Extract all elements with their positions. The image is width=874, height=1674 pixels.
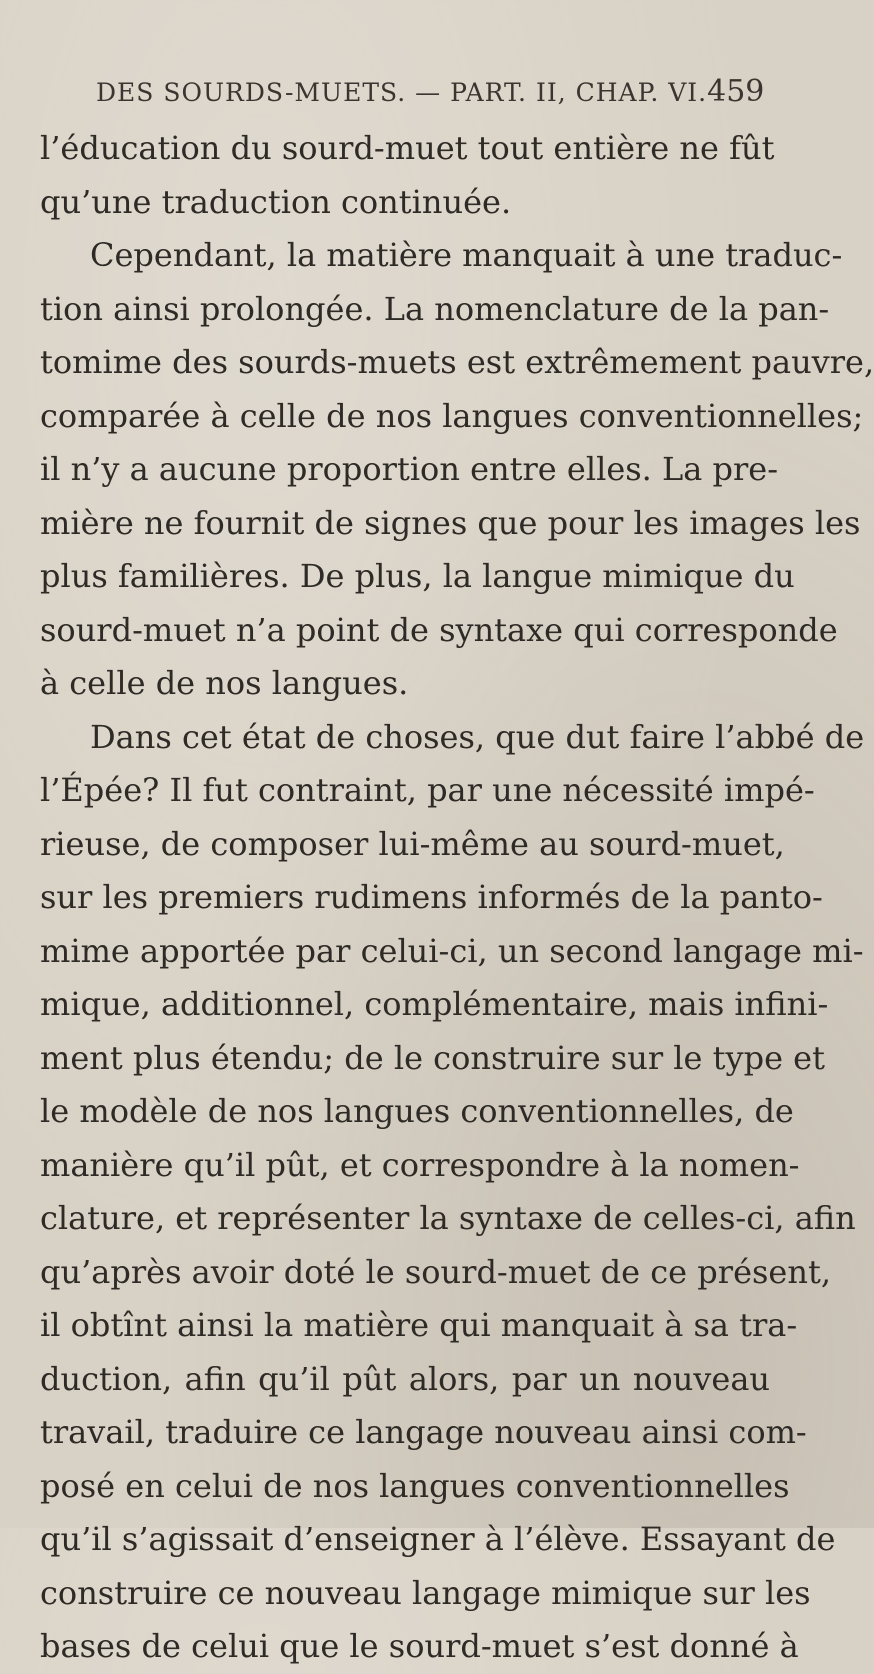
text-line: le modèle de nos langues conventionnelles, de (40, 1092, 794, 1130)
text-line: qu’il s’agissait d’enseigner à l’élève. Essayant de (40, 1520, 836, 1558)
text-line: mière ne fournit de signes que pour les images les (40, 503, 861, 542)
text-line: mique, additionnel, complémentaire, mais infini- (40, 985, 829, 1023)
page-number: 459 (707, 74, 765, 109)
text-line: sur les premiers rudimens informés de la panto- (40, 878, 823, 916)
text-line: tomime des sourds-muets est extrêmement pauvre, (40, 343, 874, 381)
text-line: manière qu’il pût, et correspondre à la nomen- (40, 1145, 800, 1184)
text-line: comparée à celle de nos langues conventionnelles; (40, 396, 864, 435)
running-title: DES SOURDS-MUETS. — PART. II, CHAP. VI. (96, 78, 708, 107)
text-line: construire ce nouveau langage mimique sur les (40, 1573, 811, 1612)
text-line: à celle de nos langues. (40, 664, 409, 702)
text-line: clature, et représenter la syntaxe de celles-ci, afin (40, 1199, 856, 1237)
text-line: l’Épée? Il fut contraint, par une nécessité impé- (40, 771, 815, 809)
text-line: qu’une traduction continuée. (40, 182, 512, 221)
text-line: mime apportée par celui-ci, un second langage mi- (40, 931, 864, 970)
text-line: il obtînt ainsi la matière qui manquait à sa tra- (40, 1306, 798, 1344)
text-line: duction, afin qu’il pût alors, par un nouveau (40, 1359, 770, 1398)
text-line: il n’y a aucune proportion entre elles. La pre- (40, 450, 779, 488)
text-line: qu’après avoir doté le sourd-muet de ce présent, (40, 1252, 831, 1291)
text-line: plus familières. De plus, la langue mimique du (40, 557, 795, 595)
text-line: bases de celui que le sourd-muet s’est donné à (40, 1627, 799, 1665)
text-line: rieuse, de composer lui-même au sourd-muet, (40, 824, 785, 863)
text-line: tion ainsi prolongée. La nomenclature de la pan- (40, 289, 830, 328)
text-line: Dans cet état de choses, que dut faire l’abbé de (90, 717, 865, 756)
text-line: ment plus étendu; de le construire sur le type et (40, 1038, 825, 1077)
running-head (96, 74, 765, 109)
text-line: posé en celui de nos langues conventionnelles (40, 1466, 790, 1505)
body-text (40, 122, 874, 1674)
text-line: sourd-muet n’a point de syntaxe qui corresponde (40, 610, 838, 649)
text-line: l’éducation du sourd-muet tout entière ne fût (40, 129, 775, 167)
text-line: Cependant, la matière manquait à une traduc- (90, 236, 843, 274)
text-line: travail, traduire ce langage nouveau ainsi com- (40, 1413, 807, 1451)
